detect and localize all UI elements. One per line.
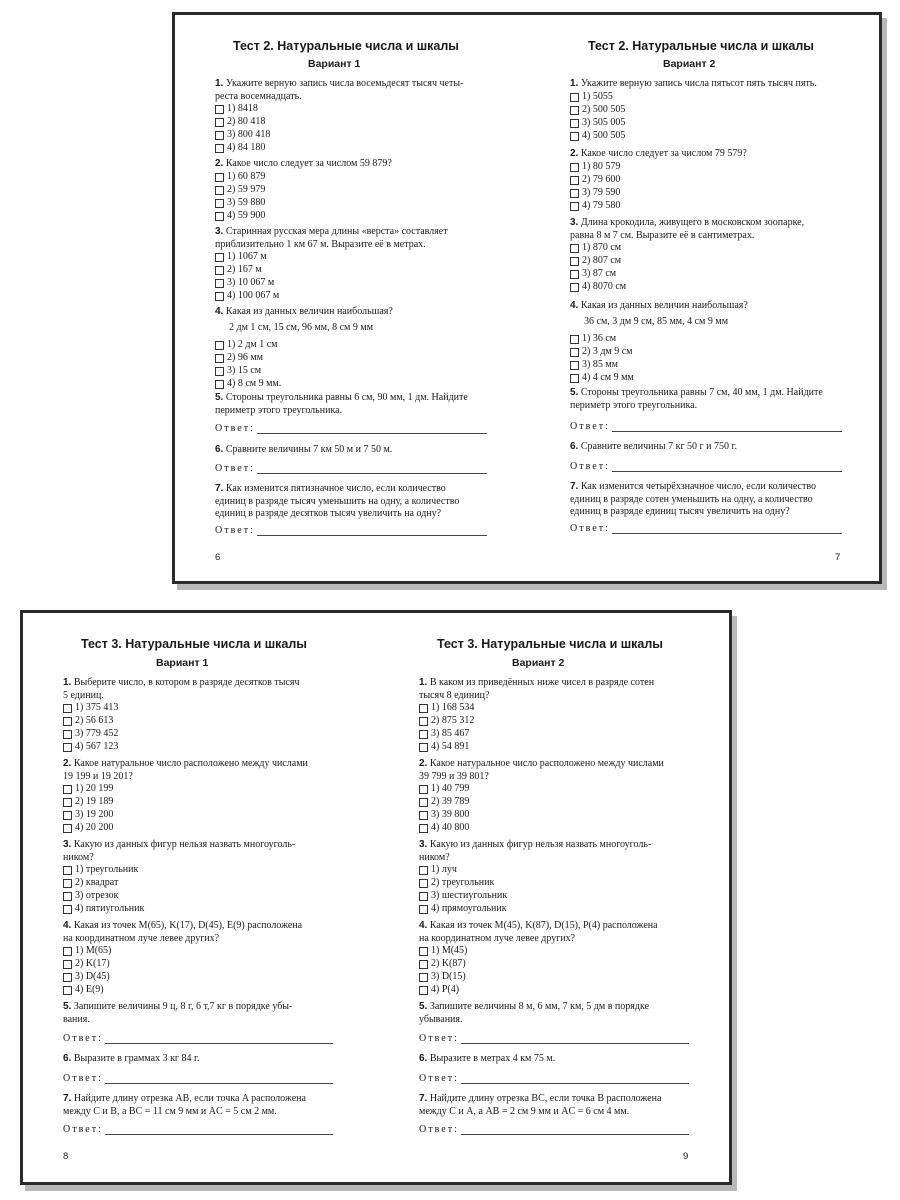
question-5 [570,387,870,412]
checkbox[interactable] [63,986,72,995]
question-text: 3. Какую из данных фигур нельзя назвать многоуголь- ником? [63,839,296,863]
question-7 [63,1093,363,1118]
checkbox[interactable] [215,118,224,127]
checkbox[interactable] [570,189,579,198]
checkbox[interactable] [419,811,428,820]
question-2 [419,758,719,835]
question-text: 4. Какая из точек M(45), K(87), D(15), P(4) расположена на координатном луче левее других? [419,920,658,944]
checkbox[interactable] [63,798,72,807]
answer-label: Ответ: [419,1124,459,1135]
question-text: 1. Выберите число, в котором в разряде десятков тысяч 5 единиц. [63,677,300,701]
option-4[interactable]: 4) 20 200 [63,822,363,835]
question-text: 1. Укажите верную запись числа восемьдесят тысяч четы- реста восемнадцать. [215,78,464,102]
option-2[interactable]: 2) K(17) [63,958,363,971]
checkbox[interactable] [63,717,72,726]
option-3[interactable]: 3) 800 418 [215,129,515,142]
question-7 [215,483,515,521]
answer-field[interactable] [570,523,842,534]
answer-label: Ответ: [570,421,610,432]
option-1[interactable]: 1) треугольник [63,864,363,877]
checkbox[interactable] [570,257,579,266]
checkbox[interactable] [419,947,428,956]
option-4[interactable]: 4) E(9) [63,984,363,997]
option-4[interactable]: 4) прямоугольник [419,903,719,916]
checkbox[interactable] [419,866,428,875]
answer-line[interactable] [105,1074,333,1084]
answer-label: Ответ: [419,1033,459,1044]
spread-pages-8-9 [20,610,732,1185]
page-number: 9 [683,1151,689,1162]
question-text: 5. Стороны треугольника равны 7 см, 40 мм, 1 дм. Найдите периметр этого треугольника. [570,387,823,411]
option-4[interactable]: 4) 59 900 [215,210,515,223]
answer-field[interactable] [215,463,487,474]
option-1[interactable]: 1) 60 879 [215,171,515,184]
checkbox[interactable] [63,905,72,914]
question-text: 3. Какую из данных фигур нельзя назвать многоуголь- ником? [419,839,652,863]
answer-label: Ответ: [570,461,610,472]
checkbox[interactable] [419,905,428,914]
page-number: 6 [215,552,221,563]
question-text: 1. В каком из приведённых ниже чисел в разряде сотен тысяч 8 единиц? [419,677,655,701]
option-1[interactable]: 1) 2 дм 1 см [215,339,515,352]
option-2[interactable]: 2) 56 613 [63,715,363,728]
question-4 [419,920,719,997]
option-2[interactable]: 2) 59 979 [215,184,515,197]
checkbox[interactable] [63,892,72,901]
question-text: 7. Найдите длину отрезка AB, если точка A расположена между C и B, а BC = 11 см 9 мм и AC = 5 см 2 мм. [63,1093,306,1117]
question-text: 3. Длина крокодила, живущего в московском зоопарке, равна 8 м 7 см. Выразите её в сантиметрах. [570,217,805,241]
option-3[interactable]: 3) D(45) [63,971,363,984]
answer-line[interactable] [461,1074,689,1084]
answer-field[interactable] [570,461,842,472]
checkbox[interactable] [63,785,72,794]
answer-label: Ответ: [419,1073,459,1084]
checkbox[interactable] [215,354,224,363]
question-6 [215,444,515,457]
option-2[interactable]: 2) 807 см [570,255,870,268]
option-2[interactable]: 2) треугольник [419,877,719,890]
page-title: Тест 3. Натуральные числа и шкалы [81,637,307,651]
answer-line[interactable] [257,526,487,536]
checkbox[interactable] [570,176,579,185]
spread-pages-6-7 [172,12,882,584]
option-4[interactable]: 4) 567 123 [63,741,363,754]
question-1 [570,78,870,143]
checkbox[interactable] [419,879,428,888]
checkbox[interactable] [419,986,428,995]
answer-label: Ответ: [215,525,255,536]
option-4[interactable]: 4) 84 180 [215,142,515,155]
question-2 [63,758,363,835]
checkbox[interactable] [570,361,579,370]
checkbox[interactable] [570,348,579,357]
question-text: 4. Какая из данных величин наибольшая? [570,300,748,311]
question-text: 7. Найдите длину отрезка BC, если точка B расположена между C и A, а AB = 2 см 9 мм и AC = 6 см 4 мм. [419,1093,662,1117]
answer-label: Ответ: [63,1073,103,1084]
variant-heading: Вариант 2 [512,657,565,669]
option-1[interactable]: 1) 36 см [570,333,870,346]
option-2[interactable]: 2) 167 м [215,264,515,277]
option-1[interactable]: 1) 168 534 [419,702,719,715]
option-2[interactable]: 2) 39 789 [419,796,719,809]
option-3[interactable]: 3) шестиугольник [419,890,719,903]
option-2[interactable]: 2) 79 600 [570,174,870,187]
option-4[interactable]: 4) 500 505 [570,130,870,143]
checkbox[interactable] [215,105,224,114]
checkbox[interactable] [215,266,224,275]
option-1[interactable]: 1) 8418 [215,103,515,116]
checkbox[interactable] [215,186,224,195]
checkbox[interactable] [215,292,224,301]
checkbox[interactable] [215,380,224,389]
checkbox[interactable] [570,283,579,292]
option-1[interactable]: 1) M(45) [419,945,719,958]
answer-field[interactable] [63,1073,333,1084]
question-6 [419,1053,719,1066]
option-3[interactable]: 3) 59 880 [215,197,515,210]
option-3[interactable]: 3) 85 467 [419,728,719,741]
checkbox[interactable] [63,973,72,982]
answer-line[interactable] [612,462,842,472]
checkbox[interactable] [419,892,428,901]
checkbox[interactable] [63,743,72,752]
question-7 [570,481,870,519]
variant-heading: Вариант 2 [663,58,716,70]
question-3 [215,226,515,303]
option-4[interactable]: 4) P(4) [419,984,719,997]
option-2[interactable]: 2) 80 418 [215,116,515,129]
checkbox[interactable] [215,173,224,182]
checkbox[interactable] [570,335,579,344]
question-2 [215,158,515,223]
option-3[interactable]: 3) 505 005 [570,117,870,130]
answer-line[interactable] [612,524,842,534]
answer-field[interactable] [419,1033,689,1044]
question-6 [63,1053,363,1066]
checkbox[interactable] [63,811,72,820]
question-5 [63,1001,363,1026]
answer-label: Ответ: [215,463,255,474]
option-3[interactable]: 3) 85 мм [570,359,870,372]
question-7 [419,1093,719,1118]
checkbox[interactable] [570,270,579,279]
option-3[interactable]: 3) отрезок [63,890,363,903]
answer-label: Ответ: [570,523,610,534]
question-text: 5. Запишите величины 9 ц, 8 г, 6 т,7 кг в порядке убы- вания. [63,1001,293,1025]
answer-label: Ответ: [63,1124,103,1135]
question-text: 7. Как изменится пятизначное число, если количество единиц в разряде тысяч уменьшить на одну, а количество единиц в разряде десятков тысяч увеличить на одну? [215,483,460,519]
answer-line[interactable] [257,464,487,474]
option-3[interactable]: 3) 10 067 м [215,277,515,290]
page-number: 8 [63,1151,69,1162]
option-2[interactable]: 2) квадрат [63,877,363,890]
option-1[interactable]: 1) 1067 м [215,251,515,264]
checkbox[interactable] [419,798,428,807]
checkbox[interactable] [215,131,224,140]
option-4[interactable]: 4) 8 см 9 мм. [215,378,515,391]
question-2 [570,148,870,213]
page-title: Тест 3. Натуральные числа и шкалы [437,637,663,651]
question-6 [570,441,870,454]
question-text: 4. Какая из данных величин наибольшая? [215,306,393,317]
option-2[interactable]: 2) 96 мм [215,352,515,365]
checkbox[interactable] [63,730,72,739]
answer-field[interactable] [215,423,487,434]
answer-field[interactable] [419,1073,689,1084]
answer-line[interactable] [105,1125,333,1135]
option-4[interactable]: 4) 40 800 [419,822,719,835]
question-3 [419,839,719,916]
option-1[interactable]: 1) 5055 [570,91,870,104]
question-text: 4. Какая из точек M(65), K(17), D(45), E(9) расположена на координатном луче левее других? [63,920,303,944]
answer-field[interactable] [63,1033,333,1044]
checkbox[interactable] [570,132,579,141]
checkbox[interactable] [570,119,579,128]
question-text: 6. Выразите в граммах 3 кг 84 г. [63,1053,200,1064]
page-title: Тест 2. Натуральные числа и шкалы [233,39,459,53]
checkbox[interactable] [570,244,579,253]
checkbox[interactable] [419,824,428,833]
variant-heading: Вариант 1 [308,58,361,70]
question-4 [63,920,363,997]
question-text: 2. Какое число следует за числом 79 579? [570,148,747,159]
answer-field[interactable] [215,525,487,536]
checkbox[interactable] [215,341,224,350]
option-3[interactable]: 3) 15 см [215,365,515,378]
answer-line[interactable] [612,422,842,432]
option-4[interactable]: 4) 100 067 м [215,290,515,303]
option-4[interactable]: 4) 54 891 [419,741,719,754]
option-3[interactable]: 3) 39 800 [419,809,719,822]
answer-field[interactable] [570,421,842,432]
checkbox[interactable] [419,785,428,794]
question-5 [419,1001,719,1026]
answer-line[interactable] [461,1034,689,1044]
question-text: 2. Какое натуральное число расположено между числами 39 799 и 39 801? [419,758,664,782]
page-number: 7 [835,552,841,563]
option-2[interactable]: 2) K(87) [419,958,719,971]
checkbox[interactable] [63,704,72,713]
checkbox[interactable] [419,717,428,726]
option-3[interactable]: 3) 87 см [570,268,870,281]
option-1[interactable]: 1) M(65) [63,945,363,958]
question-text: 6. Выразите в метрах 4 км 75 м. [419,1053,556,1064]
option-3[interactable]: 3) 779 452 [63,728,363,741]
option-4[interactable]: 4) 8070 см [570,281,870,294]
option-4[interactable]: 4) 4 см 9 мм [570,372,870,385]
checkbox[interactable] [215,367,224,376]
checkbox[interactable] [63,947,72,956]
question-text: 1. Укажите верную запись числа пятьсот пять тысяч пять. [570,78,817,89]
option-1[interactable]: 1) 80 579 [570,161,870,174]
question-3 [63,839,363,916]
question-text: 6. Сравните величины 7 кг 50 г и 750 г. [570,441,737,452]
checkbox[interactable] [63,879,72,888]
question-text: 2. Какое натуральное число расположено между числами 19 199 и 19 201? [63,758,308,782]
checkbox[interactable] [419,973,428,982]
option-2[interactable]: 2) 3 дм 9 см [570,346,870,359]
checkbox[interactable] [570,163,579,172]
values-list: 2 дм 1 см, 15 см, 96 мм, 8 см 9 мм [229,321,374,333]
checkbox[interactable] [63,960,72,969]
question-3 [570,217,870,294]
answer-field[interactable] [419,1124,689,1135]
answer-label: Ответ: [63,1033,103,1044]
page-title: Тест 2. Натуральные числа и шкалы [588,39,814,53]
question-text: 5. Стороны треугольника равны 6 см, 90 мм, 1 дм. Найдите периметр этого треугольника. [215,392,468,416]
checkbox[interactable] [419,960,428,969]
answer-line[interactable] [461,1125,689,1135]
checkbox[interactable] [215,279,224,288]
question-1 [419,677,719,754]
option-2[interactable]: 2) 875 312 [419,715,719,728]
question-4 [570,300,870,385]
question-4 [215,306,515,391]
question-text: 3. Старинная русская мера длины «верста» составляет приблизительно 1 км 67 м. Выразите её в метрах. [215,226,448,250]
option-3[interactable]: 3) D(15) [419,971,719,984]
option-1[interactable]: 1) 870 см [570,242,870,255]
checkbox[interactable] [419,730,428,739]
option-2[interactable]: 2) 19 189 [63,796,363,809]
checkbox[interactable] [570,374,579,383]
question-text: 5. Запишите величины 8 м, 6 мм, 7 км, 5 дм в порядке убывания. [419,1001,650,1025]
answer-field[interactable] [63,1124,333,1135]
answer-line[interactable] [257,424,487,434]
checkbox[interactable] [419,743,428,752]
checkbox[interactable] [570,202,579,211]
question-5 [215,392,515,417]
option-4[interactable]: 4) пятиугольник [63,903,363,916]
answer-line[interactable] [105,1034,333,1044]
option-1[interactable]: 1) луч [419,864,719,877]
checkbox[interactable] [215,144,224,153]
checkbox[interactable] [215,253,224,262]
checkbox[interactable] [215,199,224,208]
question-text: 6. Сравните величины 7 км 50 м и 7 50 м. [215,444,393,455]
option-1[interactable]: 1) 20 199 [63,783,363,796]
option-1[interactable]: 1) 375 413 [63,702,363,715]
checkbox[interactable] [215,212,224,221]
checkbox[interactable] [63,866,72,875]
question-text: 2. Какое число следует за числом 59 879? [215,158,392,169]
question-text: 7. Как изменится четырёхзначное число, если количество единиц в разряде сотен уменьшить на одну, а количество единиц в разряде единиц тысяч увеличить на одну? [570,481,816,517]
question-1 [63,677,363,754]
checkbox[interactable] [570,93,579,102]
variant-heading: Вариант 1 [156,657,209,669]
answer-label: Ответ: [215,423,255,434]
checkbox[interactable] [570,106,579,115]
checkbox[interactable] [419,704,428,713]
question-1 [215,78,515,155]
option-2[interactable]: 2) 500 505 [570,104,870,117]
option-3[interactable]: 3) 19 200 [63,809,363,822]
values-list: 36 см, 3 дм 9 см, 85 мм, 4 см 9 мм [584,315,729,327]
option-1[interactable]: 1) 40 799 [419,783,719,796]
option-3[interactable]: 3) 79 590 [570,187,870,200]
option-4[interactable]: 4) 79 580 [570,200,870,213]
checkbox[interactable] [63,824,72,833]
